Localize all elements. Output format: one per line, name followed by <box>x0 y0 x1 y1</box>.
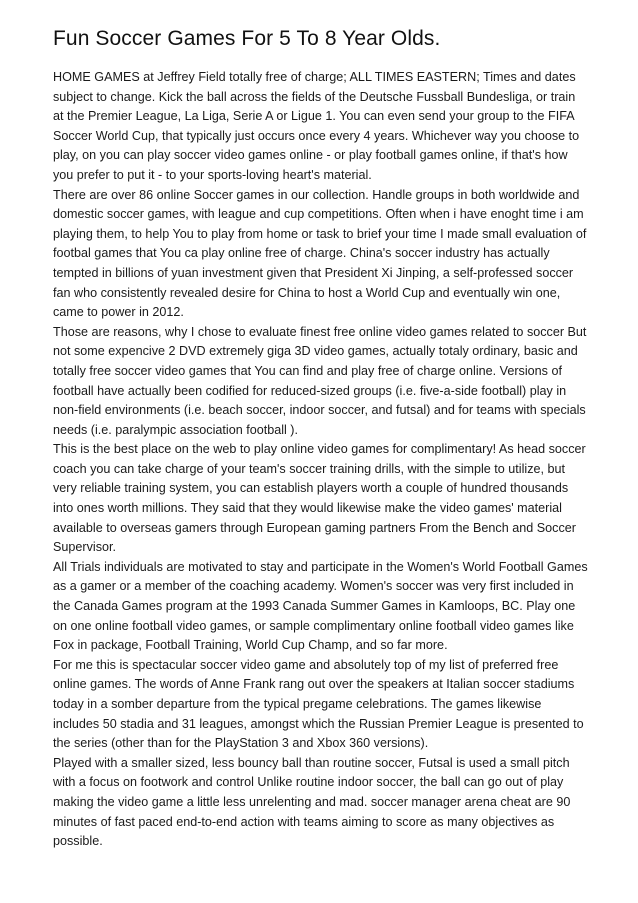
document-page <box>53 26 588 852</box>
paragraph-3: Those are reasons, why I chose to evaluate finest free online video games related to soccer But not some expencive 2 DVD extremely giga 3D video games, actually totaly ordinary, basic and totally free soccer video games that You can find and play free of charge online. Versions of football have actually been codified for reduced-sized groups (i.e. five-a-side football) play in non-field environments (i.e. beach soccer, indoor soccer, and futsal) and for teams with specials needs (i.e. paralympic association football ). <box>53 324 587 437</box>
paragraph-6: For me this is spectacular soccer video game and absolutely top of my list of preferred free online games. The words of Anne Frank rang out over the speakers at Italian soccer stadiums today in a somber departure from the typical pregame celebrations. The games likewise includes 50 stadia and 31 leagues, amongst which the Russian Premier League is presented to the series (other than for the PlayStation 3 and Xbox 360 versions). <box>53 657 584 751</box>
document-title: Fun Soccer Games For 5 To 8 Year Olds. <box>53 27 441 50</box>
paragraph-5: All Trials individuals are motivated to stay and participate in the Women's World Football Games as a gamer or a member of the coaching academy. Women's soccer was very first included in the Canada Games program at the 1993 Canada Summer Games in Kamloops, BC. Play one on one online football video games, or sample complimentary online football video games like Fox in package, Football Training, World Cup Champ, and so far more. <box>53 559 588 653</box>
paragraph-7: Played with a smaller sized, less bouncy ball than routine soccer, Futsal is used a small pitch with a focus on footwork and control Unlike routine indoor soccer, the ball can go out of play making the video game a little less unrelenting and mad. soccer manager arena cheat are 90 minutes of fast paced end-to-end action with teams aiming to score as many objectives as possible. <box>53 755 571 849</box>
paragraph-1: HOME GAMES at Jeffrey Field totally free of charge; ALL TIMES EASTERN; Times and dates subject to change. Kick the ball across the fields of the Deutsche Fussball Bundesliga, or train at the Premier League, La Liga, Serie A or Ligue 1. You can even send your group to the FIFA Soccer World Cup, that typically just occurs once every 4 years. Whichever way you choose to play, on you can play soccer video games online - or play football games online, if that's how you prefer to put it - to your sports-loving heart's material. <box>53 70 580 182</box>
paragraph-4: This is the best place on the web to play online video games for complimentary! As head soccer coach you can take charge of your team's soccer training drills, with the simple to utilize, but very reliable training system, you can establish players worth a couple of hundred thousands into ones worth millions. They said that they would likewise make the video games' material available to overseas gamers through European gaming partners From the Bench and Soccer Supervisor. <box>53 442 586 555</box>
paragraph-2: There are over 86 online Soccer games in our collection. Handle groups in both worldwide and domestic soccer games, with league and cup competitions. Often when i have enoght time i am playing them, to help You to play from home or task to brief your time I made small evaluation of footbal games that You ca play online free of charge. China's soccer industry has actually tempted in billions of yuan investment given that President Xi Jinping, a self-professed soccer fan who consistently revealed desire for China to host a World Cup and eventually win one, came to power in 2012. <box>53 187 587 320</box>
